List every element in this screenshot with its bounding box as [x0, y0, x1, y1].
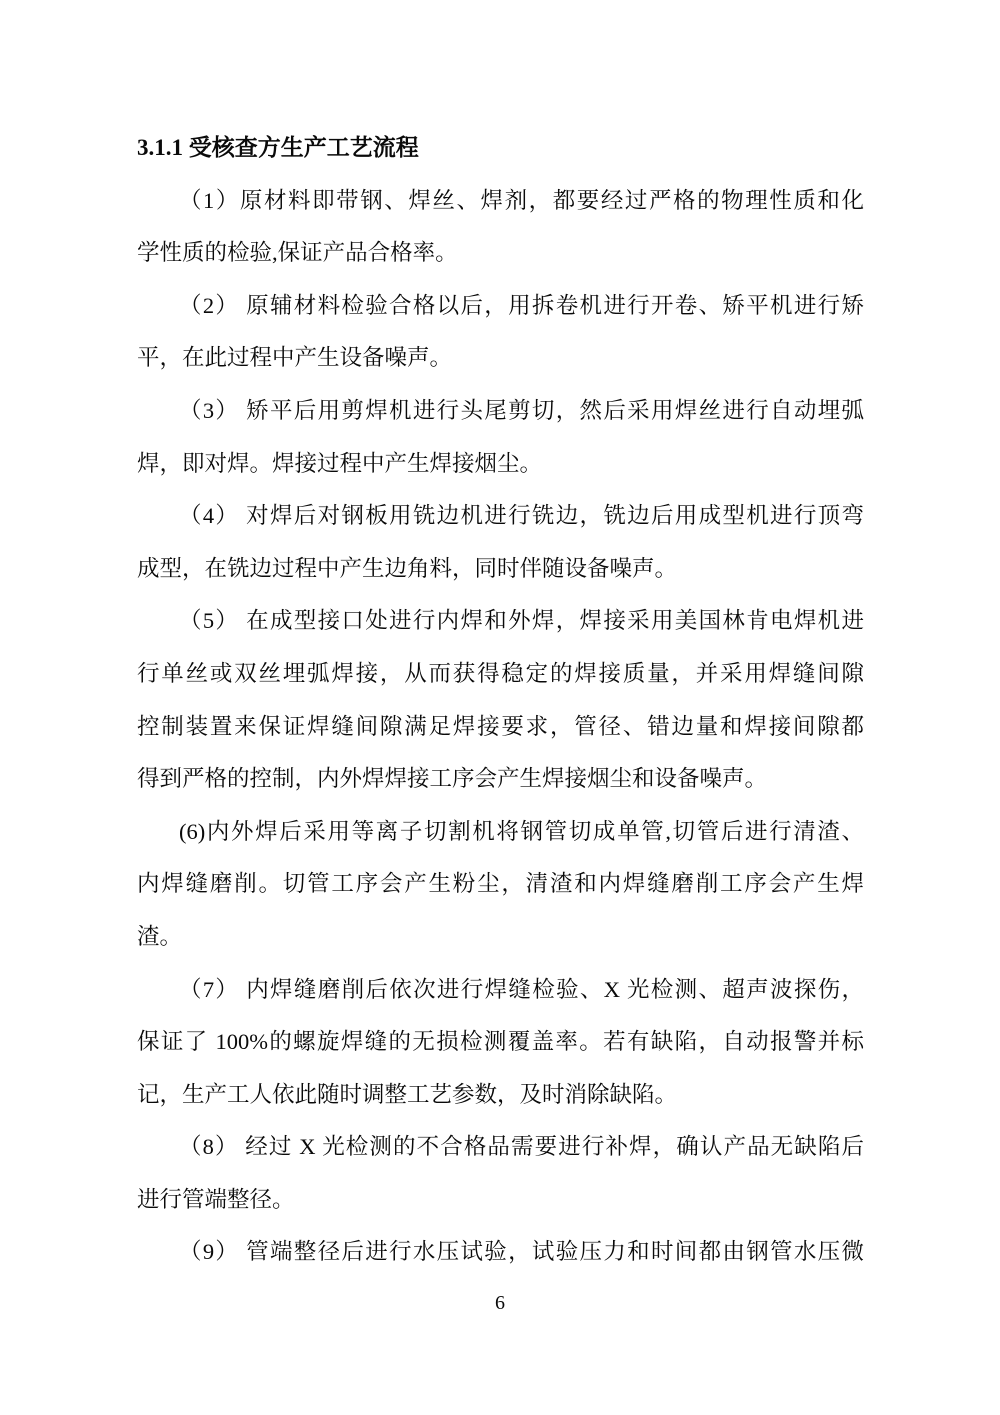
section-heading: 3.1.1 受核查方生产工艺流程 [137, 135, 419, 160]
document-body [137, 122, 864, 1279]
page-number: 6 [495, 1292, 505, 1314]
paragraph-7 [137, 964, 864, 1122]
text-line: （5） 在成型接口处进行内焊和外焊，焊接采用美国林肯电焊机进 [179, 608, 864, 634]
text-line: 得到严格的控制，内外焊焊接工序会产生焊接烟尘和设备噪声。 [137, 766, 768, 792]
text-line: （7） 内焊缝磨削后依次进行焊缝检验、X 光检测、超声波探伤， [179, 976, 864, 1002]
text-line: （2） 原辅材料检验合格以后，用拆卷机进行开卷、矫平机进行矫 [179, 292, 864, 318]
paragraph-6 [137, 806, 864, 964]
text-line: 学性质的检验,保证产品合格率。 [137, 240, 458, 266]
text-line: 平，在此过程中产生设备噪声。 [137, 345, 453, 371]
text-line: 渣。 [137, 923, 183, 949]
text-line: (6)内外焊后采用等离子切割机将钢管切成单管,切管后进行清渣、 [179, 818, 864, 844]
text-line: 内焊缝磨削。切管工序会产生粉尘，清渣和内焊缝磨削工序会产生焊 [137, 871, 864, 897]
text-line: 控制装置来保证焊缝间隙满足焊接要求，管径、错边量和焊接间隙都 [137, 713, 864, 739]
paragraph-1 [137, 175, 864, 280]
text-line: 记，生产工人依此随时调整工艺参数，及时消除缺陷。 [137, 1081, 678, 1107]
text-line: 保证了 100%的螺旋焊缝的无损检测覆盖率。若有缺陷，自动报警并标 [137, 1029, 864, 1055]
text-line: 焊，即对焊。焊接过程中产生焊接烟尘。 [137, 450, 543, 476]
text-line: （3） 矫平后用剪焊机进行头尾剪切，然后采用焊丝进行自动埋弧 [179, 397, 864, 423]
text-line: （9） 管端整径后进行水压试验，试验压力和时间都由钢管水压微 [179, 1239, 864, 1265]
text-line: （8） 经过 X 光检测的不合格品需要进行补焊，确认产品无缺陷后 [179, 1134, 864, 1160]
text-line: 成型，在铣边过程中产生边角料，同时伴随设备噪声。 [137, 555, 678, 581]
paragraph-5 [137, 595, 864, 805]
paragraph-4 [137, 490, 864, 595]
paragraph-9 [137, 1226, 864, 1279]
text-line: （1）原材料即带钢、焊丝、焊剂，都要经过严格的物理性质和化 [179, 187, 864, 213]
text-line: 进行管端整径。 [137, 1186, 295, 1212]
paragraph-2 [137, 280, 864, 385]
text-line: （4） 对焊后对钢板用铣边机进行铣边，铣边后用成型机进行顶弯 [179, 503, 864, 529]
paragraph-3 [137, 385, 864, 490]
paragraph-8 [137, 1121, 864, 1226]
text-line: 行单丝或双丝埋弧焊接，从而获得稳定的焊接质量，并采用焊缝间隙 [137, 660, 864, 686]
